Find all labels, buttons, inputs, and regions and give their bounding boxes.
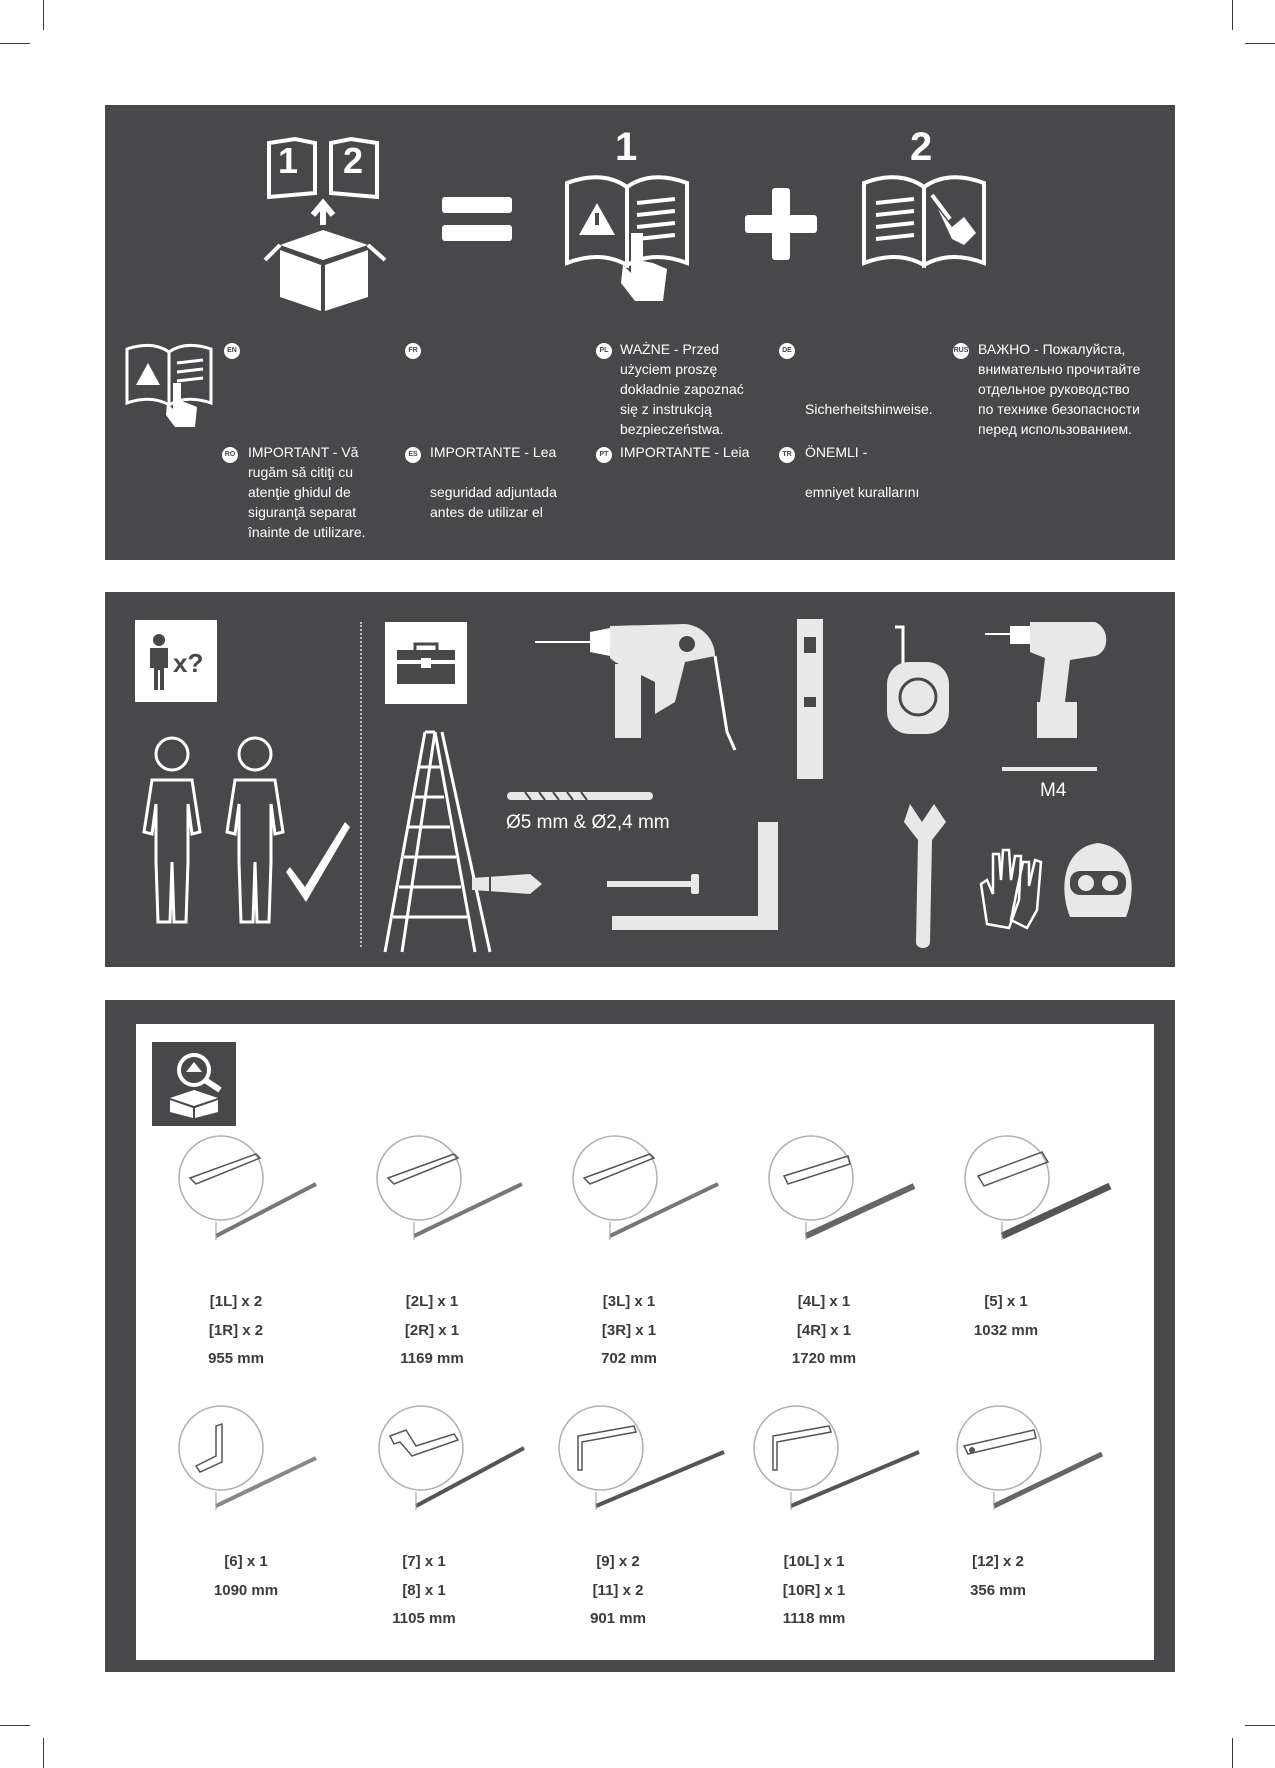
lang-text-pt: IMPORTANTE - Leia — [620, 444, 750, 460]
spirit-level-icon — [795, 617, 825, 782]
person-icon — [147, 634, 171, 690]
lang-text-pl: WAŻNE - Przed użyciem proszę dokładnie zapoznać się z instrukcją bezpieczeństwa. — [620, 341, 744, 437]
safety-manual-icon — [563, 173, 693, 303]
toolbox-icon — [395, 642, 457, 686]
plus-icon-bar — [772, 188, 790, 260]
assembly-manual-icon — [860, 173, 990, 273]
magnifier-box-icon — [164, 1050, 226, 1120]
lang-text-tr: ÖNEMLI - emniyet kurallarını — [805, 444, 920, 500]
part-label-12: [12] x 2 356 mm — [970, 1553, 1026, 1599]
tools-panel — [105, 592, 1175, 967]
part-label-9: [9] x 2 [11] x 2 901 mm — [590, 1553, 646, 1627]
lang-text-es: IMPORTANTE - Lea seguridad adjuntada antes de utilizar el — [430, 444, 557, 520]
small-safety-manual-icon — [125, 343, 215, 428]
lang-text-rus: ВАЖНО - Пожалуйста, внимательно прочитайте отдельное руководство по технике безопасности перед использованием. — [978, 341, 1141, 437]
part-label-1: [1L] x 2 [1R] x 2 955 mm — [208, 1293, 264, 1367]
equals-icon-bar — [442, 225, 512, 241]
part-illustration-4 — [766, 1136, 916, 1246]
dotted-divider — [360, 622, 362, 947]
lang-code-tr: TR — [779, 447, 795, 463]
part-illustration-3 — [570, 1136, 720, 1246]
gloves-icon — [977, 840, 1047, 930]
part-illustration-10 — [751, 1406, 921, 1516]
step-number-1: 1 — [615, 125, 638, 169]
part-illustration-6 — [176, 1406, 316, 1516]
lang-text-ro: IMPORTANT - Vă rugăm să citiţi cu atenţie ghidul de siguranţă separat înainte de utilizare. — [248, 444, 366, 540]
manual-number-2: 2 — [343, 140, 364, 181]
adjustable-wrench-icon — [900, 802, 950, 952]
drill-bits-label: Ø5 mm & Ø2,4 mm — [506, 812, 670, 833]
ladder-icon — [380, 727, 500, 957]
lang-code-pl: PL — [596, 343, 612, 359]
part-illustration-7 — [376, 1406, 526, 1516]
crop-mark — [43, 1738, 44, 1768]
equals-icon — [442, 197, 512, 213]
step-number-2: 2 — [910, 125, 933, 169]
part-label-5: [5] x 1 1032 mm — [973, 1293, 1039, 1339]
crop-mark — [43, 0, 44, 30]
lang-code-pt: PT — [596, 447, 612, 463]
parts-list-area — [132, 1020, 1158, 1664]
drill-bits-icon — [505, 786, 655, 806]
manual-number-1: 1 — [278, 140, 299, 181]
square-ruler-icon — [610, 820, 790, 935]
part-illustration-2 — [374, 1136, 524, 1246]
lang-code-de: DE — [779, 343, 795, 359]
screwdriver-bit-icon — [1002, 767, 1097, 771]
lang-code-ro: RO — [222, 447, 238, 463]
lang-code-rus: RUS — [953, 343, 969, 359]
persons-question-box — [135, 620, 217, 702]
inspect-contents-box — [152, 1042, 236, 1126]
two-persons-icon — [140, 732, 380, 932]
cordless-drill-icon — [985, 622, 1115, 742]
toolbox-box — [385, 622, 467, 704]
part-label-3: [3L] x 1 [3R] x 1 702 mm — [601, 1293, 657, 1367]
crop-mark — [0, 1725, 30, 1726]
crop-mark — [1245, 1725, 1275, 1726]
part-label-10: [10L] x 1 [10R] x 1 1118 mm — [782, 1553, 846, 1627]
lang-code-fr: FR — [405, 343, 421, 359]
hammer-drill-icon — [535, 622, 735, 752]
part-illustration-1 — [176, 1136, 316, 1246]
part-label-7: [7] x 1 [8] x 1 1105 mm — [392, 1553, 456, 1627]
crop-mark — [0, 43, 30, 44]
tape-measure-icon — [885, 627, 955, 737]
wall-plug-icon — [470, 872, 545, 897]
part-label-2: [2L] x 1 [2R] x 1 1169 mm — [400, 1293, 464, 1367]
persons-label: x? — [173, 648, 204, 678]
part-label-4: [4L] x 1 [4R] x 1 1720 mm — [791, 1293, 857, 1367]
part-label-6: [6] x 1 1090 mm — [213, 1553, 279, 1599]
part-illustration-5 — [962, 1136, 1112, 1246]
part-illustration-9 — [556, 1406, 726, 1516]
screwdriver-bit-label: M4 — [1040, 780, 1067, 801]
safety-goggles-icon — [1058, 837, 1138, 927]
lang-code-es: ES — [405, 447, 421, 463]
lang-code-en: EN — [224, 343, 240, 359]
lang-text-de: Sicherheitshinweise. — [805, 401, 933, 417]
part-illustration-12 — [954, 1406, 1104, 1516]
safety-instructions-panel — [105, 105, 1175, 560]
crop-mark — [1232, 0, 1233, 30]
crop-mark — [1232, 1738, 1233, 1768]
crop-mark — [1245, 43, 1275, 44]
